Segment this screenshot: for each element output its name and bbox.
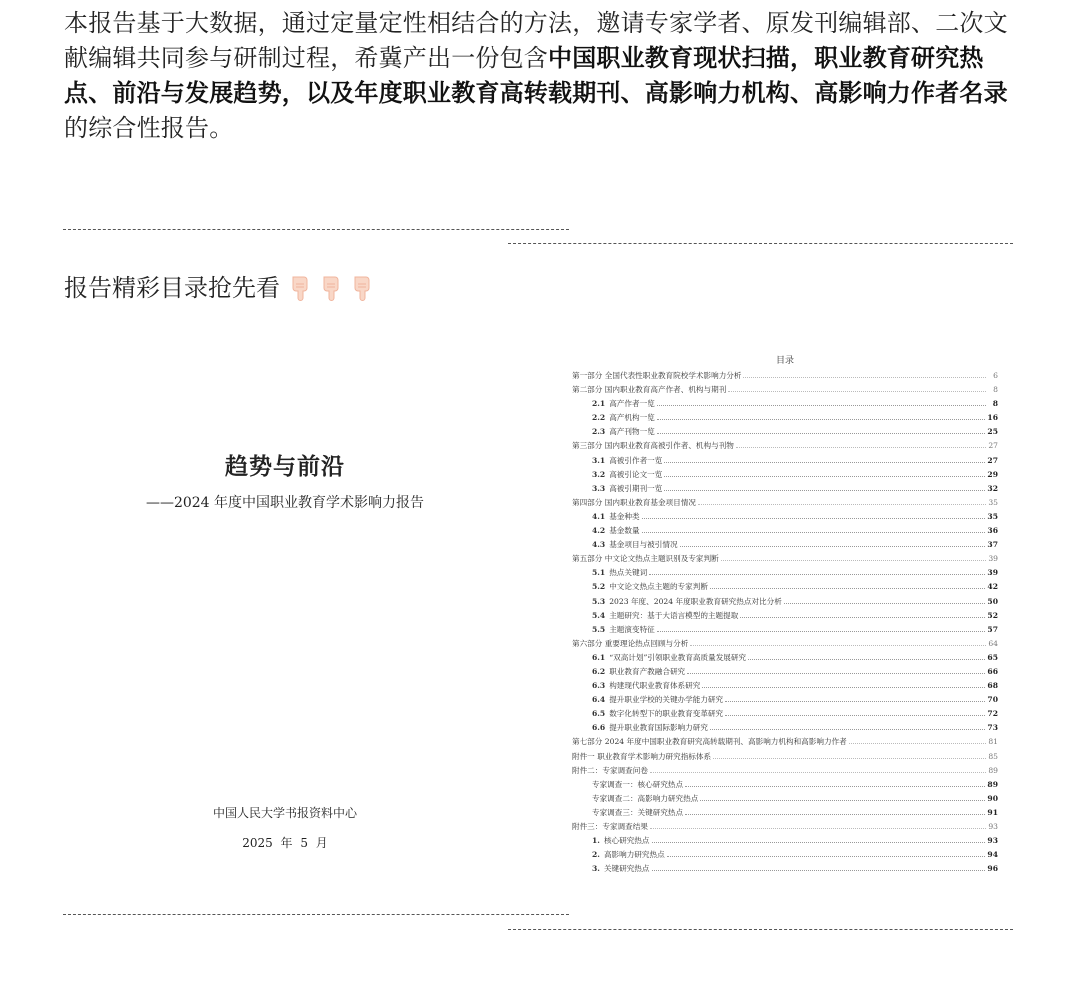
toc-entry-label	[572, 764, 648, 778]
toc-entry-text: 核心研究热点	[603, 836, 650, 846]
toc-part-row	[572, 636, 998, 650]
toc-page-number: 35	[988, 497, 998, 507]
toc-entry-label	[592, 425, 655, 439]
toc-entry-text: 第六部分 重要理论热点回顾与分析	[572, 638, 689, 648]
toc-leader-dots	[721, 551, 986, 561]
toc-part-row	[572, 734, 998, 748]
toc-sub-row	[572, 706, 998, 720]
toc-leader-dots	[664, 481, 985, 491]
toc-entry-text: 专家调查一：核心研究热点	[592, 779, 684, 789]
dashed-divider	[63, 914, 569, 915]
toc-part-row	[572, 382, 998, 396]
toc-entry-text: 热点关键词	[609, 568, 648, 578]
toc-sub-row	[572, 622, 998, 636]
toc-leader-dots	[725, 706, 985, 716]
toc-sub-row	[572, 396, 998, 410]
toc-sub-row	[572, 791, 998, 805]
toc-leader-dots	[698, 495, 986, 505]
toc-rows	[572, 368, 998, 875]
pointing-down-hand-icon	[289, 275, 311, 301]
toc-sub-row	[572, 678, 998, 692]
toc-leader-dots	[725, 692, 985, 702]
toc-entry-number: 5.1	[592, 568, 606, 578]
toc-leader-dots	[736, 438, 986, 448]
toc-part-row	[572, 495, 998, 509]
toc-entry-text: 高产机构一览	[609, 413, 655, 423]
cover-organization: 中国人民大学书报资料中心	[212, 806, 357, 820]
toc-leader-dots	[649, 565, 985, 575]
toc-leader-dots	[687, 664, 985, 674]
toc-entry-label	[592, 862, 650, 876]
intro-text: 本报告基于大数据，通过定量定性相结合的方法，邀请专家学者、原发刊编辑部、二次文献编辑共同参与研制过程，希冀产出一份包含	[64, 9, 1008, 72]
toc-leader-dots	[702, 678, 985, 688]
report-cover	[60, 340, 510, 880]
toc-entry-label	[592, 595, 782, 609]
toc-entry-label	[592, 834, 650, 848]
toc-entry-label	[572, 637, 688, 651]
toc-sub-row	[572, 565, 998, 579]
toc-leader-dots	[685, 805, 985, 815]
toc-entry-text: 专家调查二：高影响力研究热点	[592, 793, 699, 803]
toc-entry-text: 职业教育产教融合研究	[609, 666, 686, 676]
cover-subtitle: ——2024 年度中国职业教育学术影响力报告	[145, 495, 425, 511]
toc-entry-number: 3.	[592, 864, 600, 874]
toc-entry-label	[592, 679, 700, 693]
toc-entry-text: 中文论文热点主题的专家判断	[609, 582, 708, 592]
toc-entry-text: 附件二：专家调查问卷	[572, 765, 648, 775]
toc-page-number: 32	[987, 483, 998, 493]
toc-page-number: 8	[993, 385, 998, 395]
toc-sub-row	[572, 777, 998, 791]
toc-page-number: 57	[987, 624, 998, 634]
toc-entry-text: 关键研究热点	[603, 864, 650, 874]
toc-leader-dots	[740, 608, 985, 618]
toc-page-number: 70	[987, 695, 998, 705]
toc-entry-text: 基金数量	[609, 526, 640, 536]
toc-entry-label	[592, 580, 708, 594]
toc-page-number: 36	[987, 526, 998, 536]
toc-leader-dots	[748, 650, 985, 660]
toc-sub-row	[572, 453, 998, 467]
section-heading-text: 报告精彩目录抢先看	[64, 274, 280, 302]
toc-entry-label	[592, 566, 647, 580]
toc-leader-dots	[743, 368, 986, 378]
toc-page-number: 93	[988, 822, 998, 831]
toc-part-row	[572, 368, 998, 382]
toc-sub-row	[572, 481, 998, 495]
toc-entry-number: 5.3	[592, 596, 606, 606]
toc-entry-number: 5.4	[592, 610, 606, 620]
toc-entry-label	[592, 482, 662, 496]
toc-entry-text: 高被引作者一览	[609, 455, 663, 465]
toc-sub-row	[572, 579, 998, 593]
toc-sub-row	[572, 537, 998, 551]
toc-sub-row	[572, 692, 998, 706]
toc-sub-row	[572, 650, 998, 664]
toc-entry-label	[592, 721, 708, 735]
toc-leader-dots	[642, 523, 986, 533]
toc-page-number: 94	[987, 850, 998, 860]
toc-sub-row	[572, 594, 998, 608]
toc-sub-row	[572, 664, 998, 678]
toc-entry-text: “双高计划”引领职业教育高质量发展研究	[609, 652, 747, 662]
toc-page-number: 37	[987, 540, 998, 550]
toc-sub-row	[572, 467, 998, 481]
dashed-divider	[508, 243, 1013, 244]
toc-page-number: 65	[987, 652, 998, 662]
toc-sub-row	[572, 608, 998, 622]
toc-entry-label	[572, 820, 648, 834]
toc-entry-label	[572, 383, 726, 397]
toc-leader-dots	[652, 861, 986, 871]
toc-page-number: 85	[988, 751, 998, 761]
toc-entry-label	[592, 524, 640, 538]
toc-entry-text: 高被引期刊一览	[609, 483, 663, 493]
toc-sub-row	[572, 833, 998, 847]
toc-entry-label	[592, 848, 665, 862]
toc-entry-text: 附件一 职业教育学术影响力研究指标体系	[572, 751, 712, 761]
toc-entry-text: 主题演变特征	[609, 624, 655, 634]
toc-leader-dots	[664, 467, 985, 477]
toc-page-number: 8	[992, 399, 998, 409]
section-heading	[64, 270, 373, 306]
toc-entry-label	[592, 510, 640, 524]
toc-page-number: 91	[987, 807, 998, 817]
toc-entry-text: 第七部分 2024 年度中国职业教育研究高转载期刊、高影响力机构和高影响力作者	[572, 737, 847, 747]
toc-entry-number: 5.2	[592, 582, 606, 592]
toc-entry-number: 3.2	[592, 469, 606, 479]
toc-leader-dots	[710, 720, 985, 730]
toc-entry-text: 2023 年度、2024 年度职业教育研究热点对比分析	[609, 596, 782, 606]
toc-sub-row	[572, 509, 998, 523]
pointing-down-hand-icon	[320, 275, 342, 301]
toc-leader-dots	[680, 537, 986, 547]
toc-entry-number: 4.2	[592, 526, 606, 536]
toc-part-row	[572, 438, 998, 452]
toc-page-number: 72	[987, 709, 998, 719]
toc-page-number: 16	[987, 413, 998, 423]
toc-entry-number: 2.2	[592, 413, 606, 423]
toc-sub-row	[572, 410, 998, 424]
toc-entry-label	[572, 552, 719, 566]
toc-entry-text: 高被引论文一览	[609, 469, 663, 479]
toc-entry-number: 6.2	[592, 666, 606, 676]
toc-page-number: 89	[987, 779, 998, 789]
toc-entry-label	[592, 693, 723, 707]
toc-page-number: 73	[987, 723, 998, 733]
toc-leader-dots	[710, 579, 985, 589]
toc-entry-text: 第四部分 国内职业教育基金项目情况	[572, 497, 696, 507]
toc-entry-text: 提升职业教育国际影响力研究	[609, 723, 708, 733]
toc-entry-label	[592, 538, 678, 552]
toc-entry-number: 6.5	[592, 709, 606, 719]
toc-entry-number: 2.	[592, 850, 600, 860]
toc-entry-number: 6.3	[592, 681, 606, 691]
toc-entry-label	[572, 439, 734, 453]
toc-page-number: 66	[987, 666, 998, 676]
toc-leader-dots	[784, 594, 986, 604]
toc-page-number: 64	[988, 638, 998, 648]
toc-entry-label	[592, 454, 662, 468]
toc-entry-number: 4.1	[592, 511, 606, 521]
toc-entry-text: 第二部分 国内职业教育高产作者、机构与期刊	[572, 385, 727, 395]
toc-leader-dots	[690, 636, 986, 646]
toc-leader-dots	[728, 382, 986, 392]
toc-part-row	[572, 819, 998, 833]
toc-entry-number: 3.1	[592, 455, 606, 465]
toc-entry-label	[572, 369, 741, 383]
toc-entry-text: 第五部分 中文论文热点主题识别及专家判断	[572, 554, 719, 564]
toc-entry-text: 主题研究：基于大语言模型的主题提取	[609, 610, 739, 620]
toc-entry-label	[592, 623, 655, 637]
toc-page-number: 89	[988, 765, 998, 775]
toc-sub-row	[572, 861, 998, 875]
toc-part-row	[572, 551, 998, 565]
cover-date: 2025 年 5 月	[242, 836, 328, 850]
toc-leader-dots	[664, 453, 985, 463]
toc-sub-row	[572, 805, 998, 819]
toc-entry-number: 3.3	[592, 483, 606, 493]
toc-entry-text: 第三部分 国内职业教育高被引作者、机构与刊物	[572, 441, 734, 451]
toc-entry-number: 1.	[592, 836, 600, 846]
toc-title: 目录	[775, 356, 794, 366]
toc-leader-dots	[657, 396, 986, 406]
toc-leader-dots	[652, 833, 986, 843]
toc-entry-text: 构建现代职业教育体系研究	[609, 681, 701, 691]
toc-page-number: 96	[987, 864, 998, 874]
toc-leader-dots	[667, 847, 986, 857]
toc-page-number: 81	[988, 737, 998, 747]
toc-entry-label	[572, 750, 711, 764]
toc-page-number: 39	[988, 554, 998, 564]
intro-bold-text: 中国职业教育现状扫描，职业教育研究热点、前沿与发展趋势，以及年度职业教育高转载期刊、高影响力机构、高影响力作者名录	[64, 44, 1008, 107]
toc-page-number: 52	[987, 610, 998, 620]
toc-entry-text: 高产刊物一览	[609, 427, 655, 437]
toc-entry-text: 数字化转型下的职业教育变革研究	[609, 709, 724, 719]
toc-leader-dots	[657, 622, 986, 632]
toc-entry-text: 基金项目与被引情况	[609, 540, 678, 550]
toc-entry-number: 4.3	[592, 540, 606, 550]
toc-sub-row	[572, 523, 998, 537]
toc-page-number: 27	[988, 441, 998, 451]
toc-part-row	[572, 749, 998, 763]
toc-entry-label	[592, 651, 746, 665]
toc-entry-text: 高产作者一览	[609, 399, 655, 409]
toc-leader-dots	[685, 777, 985, 787]
intro-text-end: 的综合性报告。	[64, 114, 234, 142]
toc-entry-label	[592, 468, 662, 482]
toc-entry-label	[592, 792, 698, 806]
toc-part-row	[572, 763, 998, 777]
dashed-divider	[63, 229, 569, 230]
toc-leader-dots	[700, 791, 985, 801]
toc-entry-label	[592, 411, 655, 425]
toc-entry-label	[572, 496, 696, 510]
toc-leader-dots	[657, 410, 986, 420]
toc-entry-text: 基金种类	[609, 511, 640, 521]
toc-entry-text: 第一部分 全国代表性职业教育院校学术影响力分析	[572, 371, 742, 380]
toc-page-number: 39	[987, 568, 998, 578]
toc-page-number: 29	[987, 469, 998, 479]
toc-entry-number: 5.5	[592, 624, 606, 634]
toc-entry-label	[592, 609, 738, 623]
toc-entry-text: 专家调查三：关键研究热点	[592, 807, 684, 817]
intro-paragraph	[64, 6, 1024, 146]
toc-entry-number: 6.4	[592, 695, 606, 705]
toc-entry-number: 2.3	[592, 427, 606, 437]
toc-entry-number: 6.1	[592, 652, 606, 662]
toc-entry-text: 高影响力研究热点	[603, 850, 665, 860]
toc-leader-dots	[650, 763, 986, 773]
toc-page-number: 6	[993, 371, 998, 380]
cover-title: 趋势与前沿	[225, 453, 345, 480]
toc-page-number: 42	[987, 582, 998, 592]
toc-entry-number: 6.6	[592, 723, 606, 733]
toc-page-number: 90	[987, 793, 998, 803]
toc-sub-row	[572, 847, 998, 861]
toc-sub-row	[572, 720, 998, 734]
toc-entry-text: 附件三：专家调查结果	[572, 822, 648, 831]
toc-leader-dots	[713, 749, 986, 759]
toc-page-number: 50	[987, 596, 998, 606]
toc-entry-text: 提升职业学校的关键办学能力研究	[609, 695, 724, 705]
toc-page-number: 25	[987, 427, 998, 437]
toc-sub-row	[572, 424, 998, 438]
pointing-down-hand-icon	[351, 275, 373, 301]
toc-entry-label	[572, 735, 847, 749]
toc-leader-dots	[650, 819, 986, 829]
toc-leader-dots	[657, 424, 986, 434]
toc-entry-number: 2.1	[592, 399, 606, 409]
toc-entry-label	[592, 707, 723, 721]
table-of-contents	[572, 354, 998, 875]
toc-page-number: 35	[987, 511, 998, 521]
toc-leader-dots	[642, 509, 986, 519]
toc-page-number: 27	[987, 455, 998, 465]
toc-entry-label	[592, 778, 683, 792]
toc-entry-label	[592, 665, 685, 679]
toc-entry-label	[592, 397, 655, 411]
toc-page-number: 68	[987, 681, 998, 691]
toc-leader-dots	[849, 734, 986, 744]
toc-entry-label	[592, 806, 683, 820]
toc-page-number: 93	[987, 836, 998, 846]
dashed-divider	[508, 929, 1013, 930]
